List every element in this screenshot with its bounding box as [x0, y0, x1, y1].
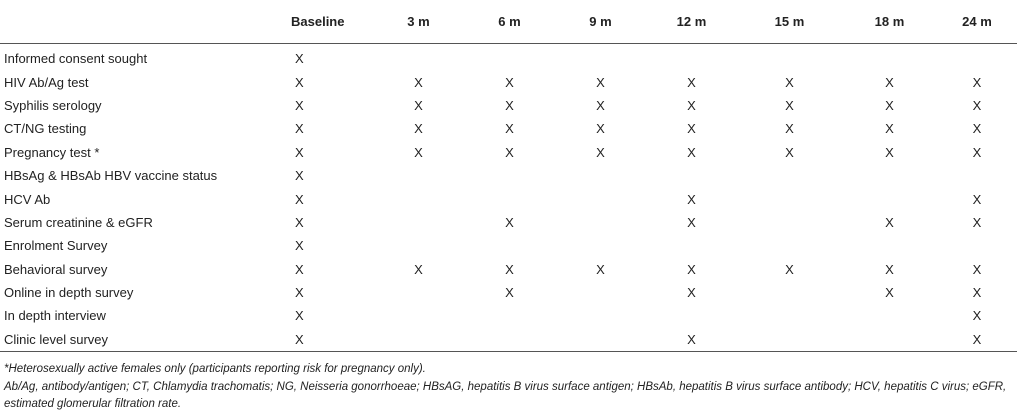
- table-footnotes: [4, 361, 1009, 414]
- row-label: HBsAg & HBsAb HBV vaccine status: [4, 168, 218, 184]
- schedule-mark-cell: [464, 328, 555, 352]
- schedule-mark-cell: X: [885, 285, 894, 301]
- table-row: [0, 211, 1017, 234]
- schedule-mark-cell: X: [596, 144, 605, 160]
- table-body: [0, 44, 1017, 352]
- schedule-mark-cell: [464, 164, 555, 187]
- schedule-mark-cell: [737, 304, 842, 327]
- schedule-mark-cell: X: [295, 144, 304, 160]
- header-timepoint: Baseline: [291, 0, 373, 44]
- schedule-mark-cell: X: [505, 214, 514, 230]
- table-row: [0, 94, 1017, 117]
- schedule-mark-cell: X: [291, 328, 373, 352]
- table-row: [0, 234, 1017, 257]
- schedule-mark-cell: X: [687, 261, 696, 277]
- schedule-mark-cell: [373, 164, 464, 187]
- schedule-mark-cell: [555, 164, 646, 187]
- schedule-mark-cell: [842, 187, 937, 210]
- header-timepoint: 15 m: [737, 0, 842, 44]
- schedule-mark-cell: [373, 234, 464, 257]
- schedule-mark-cell: X: [687, 97, 696, 113]
- schedule-mark-cell: X: [295, 261, 304, 277]
- schedule-mark-cell: X: [295, 191, 304, 207]
- schedule-mark-cell: [737, 281, 842, 304]
- table-row: [0, 281, 1017, 304]
- schedule-mark-cell: X: [687, 214, 696, 230]
- schedule-mark-cell: X: [972, 121, 982, 137]
- schedule-mark-cell: X: [414, 261, 423, 277]
- schedule-mark-cell: X: [295, 308, 304, 324]
- schedule-mark-cell: [937, 164, 1017, 187]
- row-label: Behavioral survey: [4, 261, 108, 277]
- row-label: Online in depth survey: [4, 285, 134, 301]
- schedule-mark-cell: [555, 281, 646, 304]
- schedule-mark-cell: [464, 234, 555, 257]
- schedule-mark-cell: X: [295, 51, 304, 67]
- table-row: [0, 328, 1017, 352]
- schedule-mark-cell: X: [295, 285, 304, 301]
- schedule-mark-cell: [737, 44, 842, 71]
- header-timepoint: 24 m: [937, 0, 1017, 44]
- schedule-mark-cell: [555, 211, 646, 234]
- schedule-mark-cell: X: [785, 121, 794, 137]
- table-header-row: [0, 0, 1017, 44]
- schedule-mark-cell: X: [885, 261, 894, 277]
- schedule-mark-cell: X: [505, 121, 514, 137]
- schedule-mark-cell: X: [295, 74, 304, 90]
- schedule-mark-cell: [373, 281, 464, 304]
- header-timepoint: 9 m: [555, 0, 646, 44]
- schedule-mark-cell: X: [937, 328, 1017, 352]
- schedule-mark-cell: [842, 164, 937, 187]
- schedule-mark-cell: X: [972, 308, 982, 324]
- header-timepoint: 12 m: [646, 0, 737, 44]
- header-timepoint: 18 m: [842, 0, 937, 44]
- schedule-mark-cell: X: [972, 214, 982, 230]
- table-row: [0, 164, 1017, 187]
- schedule-mark-cell: X: [972, 74, 982, 90]
- schedule-mark-cell: X: [596, 261, 605, 277]
- schedule-mark-cell: [555, 44, 646, 71]
- schedule-mark-cell: [937, 44, 1017, 71]
- header-label-column: [0, 0, 291, 44]
- table-row: [0, 187, 1017, 210]
- schedule-mark-cell: [737, 328, 842, 352]
- schedule-mark-cell: X: [596, 121, 605, 137]
- schedule-mark-cell: X: [687, 285, 696, 301]
- schedule-mark-cell: [464, 304, 555, 327]
- footnote-asterisk: *Heterosexually active females only (participants reporting risk for pregnancy only).: [4, 363, 426, 375]
- table-row: [0, 141, 1017, 164]
- schedule-mark-cell: [737, 164, 842, 187]
- row-label: HCV Ab: [4, 191, 51, 207]
- schedule-mark-cell: [646, 44, 737, 71]
- row-label: Pregnancy test *: [4, 144, 100, 160]
- schedule-mark-cell: [646, 164, 737, 187]
- schedule-mark-cell: [842, 44, 937, 71]
- schedule-mark-cell: X: [885, 214, 894, 230]
- schedule-mark-cell: X: [972, 144, 982, 160]
- schedule-mark-cell: [737, 211, 842, 234]
- schedule-mark-cell: X: [687, 144, 696, 160]
- row-label: Clinic level survey: [0, 328, 291, 352]
- schedule-mark-cell: X: [414, 74, 423, 90]
- schedule-mark-cell: X: [295, 121, 304, 137]
- schedule-mark-cell: [842, 328, 937, 352]
- schedule-mark-cell: X: [885, 74, 894, 90]
- table-row: [0, 258, 1017, 281]
- schedule-mark-cell: [373, 328, 464, 352]
- schedule-mark-cell: [373, 44, 464, 71]
- row-label: CT/NG testing: [4, 121, 87, 137]
- schedule-mark-cell: X: [295, 238, 304, 254]
- schedule-mark-cell: X: [885, 121, 894, 137]
- row-label: Serum creatinine & eGFR: [4, 214, 153, 230]
- schedule-mark-cell: X: [505, 285, 514, 301]
- schedule-mark-cell: [555, 187, 646, 210]
- footnote-abbreviations: Ab/Ag, antibody/antigen; CT, Chlamydia trachomatis; NG, Neisseria gonorrhoeae; HBsAG, hepatitis B virus surface antigen; HBsAb, hepatitis B virus surface antibody; HCV, hepatitis C virus; eGFR, estimated glomerular filtration rate.: [4, 380, 1007, 410]
- schedule-mark-cell: [737, 234, 842, 257]
- row-label: Informed consent sought: [4, 51, 148, 67]
- schedule-mark-cell: [373, 187, 464, 210]
- schedule-mark-cell: X: [505, 261, 514, 277]
- schedule-mark-cell: X: [414, 144, 423, 160]
- table-row: [0, 304, 1017, 327]
- row-label: In depth interview: [4, 308, 106, 324]
- schedule-mark-cell: [555, 234, 646, 257]
- header-timepoint: 3 m: [373, 0, 464, 44]
- schedule-mark-cell: X: [505, 144, 514, 160]
- schedule-mark-cell: X: [505, 74, 514, 90]
- schedule-mark-cell: X: [972, 97, 982, 113]
- schedule-mark-cell: [373, 211, 464, 234]
- schedule-mark-cell: X: [687, 74, 696, 90]
- schedule-mark-cell: X: [295, 168, 304, 184]
- schedule-mark-cell: [373, 304, 464, 327]
- schedule-mark-cell: X: [785, 261, 794, 277]
- row-label: Syphilis serology: [4, 97, 102, 113]
- schedule-mark-cell: X: [414, 97, 423, 113]
- row-label: Enrolment Survey: [4, 238, 108, 254]
- schedule-mark-cell: [937, 234, 1017, 257]
- schedule-mark-cell: [464, 187, 555, 210]
- schedule-mark-cell: [464, 44, 555, 71]
- schedule-mark-cell: X: [785, 144, 794, 160]
- schedule-mark-cell: X: [295, 214, 304, 230]
- row-label: HIV Ab/Ag test: [4, 74, 89, 90]
- table-row: [0, 117, 1017, 140]
- schedule-mark-cell: [646, 304, 737, 327]
- schedule-mark-cell: X: [687, 191, 696, 207]
- schedule-mark-cell: X: [646, 328, 737, 352]
- schedule-mark-cell: X: [596, 74, 605, 90]
- schedule-mark-cell: X: [885, 97, 894, 113]
- schedule-mark-cell: X: [414, 121, 423, 137]
- schedule-mark-cell: [646, 234, 737, 257]
- schedule-mark-cell: X: [596, 97, 605, 113]
- schedule-mark-cell: X: [885, 144, 894, 160]
- schedule-mark-cell: X: [785, 74, 794, 90]
- schedule-mark-cell: [842, 234, 937, 257]
- schedule-mark-cell: [555, 304, 646, 327]
- schedule-mark-cell: [555, 328, 646, 352]
- schedule-mark-cell: [842, 304, 937, 327]
- schedule-mark-cell: X: [505, 97, 514, 113]
- table-row: [0, 70, 1017, 93]
- table-row: [0, 44, 1017, 71]
- schedule-mark-cell: X: [687, 121, 696, 137]
- schedule-mark-cell: X: [972, 285, 982, 301]
- schedule-mark-cell: [737, 187, 842, 210]
- schedule-mark-cell: X: [785, 97, 794, 113]
- schedule-mark-cell: X: [972, 261, 982, 277]
- schedule-mark-cell: X: [972, 191, 982, 207]
- schedule-mark-cell: X: [295, 97, 304, 113]
- header-timepoint: 6 m: [464, 0, 555, 44]
